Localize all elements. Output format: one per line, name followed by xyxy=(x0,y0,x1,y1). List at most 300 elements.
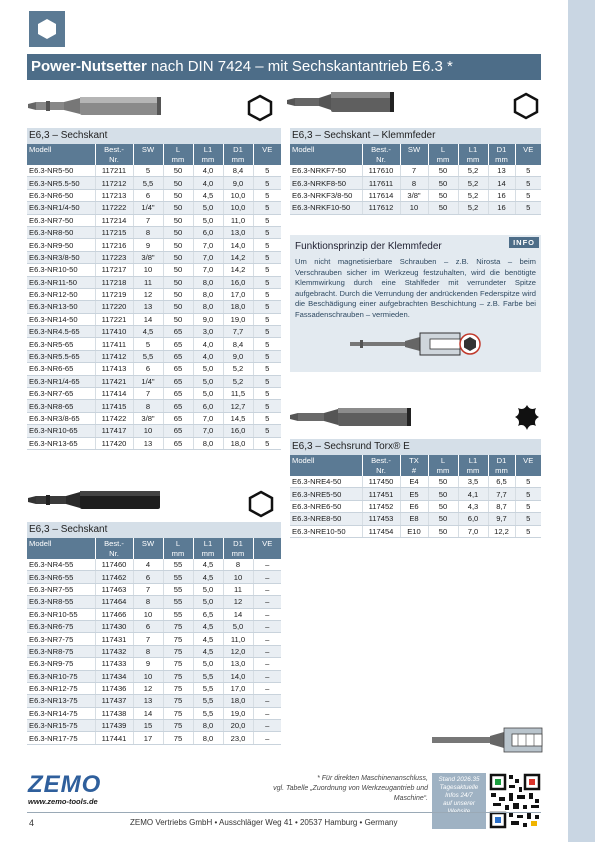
table-cell: 117454 xyxy=(362,525,400,537)
table-cell: 14,0 xyxy=(223,239,253,251)
table-cell: E8 xyxy=(400,513,428,525)
table-cell: 50 xyxy=(428,500,458,512)
table-cell: 17 xyxy=(133,732,163,744)
table-cell: E6.3-NR9-50 xyxy=(27,239,95,251)
table-cell: E6.3-NR8-65 xyxy=(27,400,95,412)
table-cell: 10 xyxy=(133,425,163,437)
table-cell: 5,2 xyxy=(223,363,253,375)
page-title: Power-Nutsetter nach DIN 7424 – mit Sechskantantrieb E6.3 * xyxy=(27,54,541,80)
col-header: D1 xyxy=(488,144,515,155)
table-cell: E6.3-NR14-50 xyxy=(27,313,95,325)
table-cell: 4,0 xyxy=(193,338,223,350)
section-title: E6,3 – Sechskant – Klemmfeder xyxy=(290,128,541,144)
table-cell: 18,0 xyxy=(223,437,253,449)
table-cell: 117436 xyxy=(95,682,133,694)
table-cell: 5 xyxy=(253,214,281,226)
table-row xyxy=(27,388,281,400)
table-cell: E6.3-NR15-75 xyxy=(27,720,95,732)
table-cell: – xyxy=(253,596,281,608)
table-cell: 10 xyxy=(133,264,163,276)
hexagon-socket-icon xyxy=(512,92,540,120)
table-cell: 13,0 xyxy=(223,226,253,238)
info-box-clamp-spring xyxy=(290,235,541,372)
hexagon-socket-icon xyxy=(246,94,274,122)
table-row xyxy=(27,559,281,571)
table-cell: 9,0 xyxy=(193,313,223,325)
table-cell: E6.3-NRKF3/8-50 xyxy=(290,189,362,201)
table-cell: 50 xyxy=(163,313,193,325)
table-cell: – xyxy=(253,707,281,719)
table-cell: 7,0 xyxy=(193,425,223,437)
table-cell: E6.3-NRE8-50 xyxy=(290,513,362,525)
col-header: D1 xyxy=(223,144,253,155)
table-row xyxy=(27,707,281,719)
table-cell: 7,0 xyxy=(193,264,223,276)
table-cell: 7 xyxy=(133,214,163,226)
table-cell: E6.3-NR7-50 xyxy=(27,214,95,226)
table-cell: 10 xyxy=(133,670,163,682)
table-row xyxy=(27,732,281,744)
table-row xyxy=(27,189,281,201)
table-cell: 11 xyxy=(223,583,253,595)
table-cell: 117460 xyxy=(95,559,133,571)
table-hex-clamp-spring: E6,3 – Sechskant – Klemmfeder Modell Best.- SW L L1 D1 VE Nr. mm mm mm E6.3-NRKF7-50 117610 7 50 5,2 13 5 E6.3-NRKF8-50 117611 8 50 5,2 14 5 E6.3-NRKF3/8-50 117614 3/8" 50 5,2 16 5 E6.3-NRKF10-50 117612 10 50 5,2 16 5 xyxy=(290,128,541,215)
table-cell: 12,0 xyxy=(223,645,253,657)
table-cell: 117216 xyxy=(95,239,133,251)
table-cell: 117214 xyxy=(95,214,133,226)
table-cell: 117410 xyxy=(95,326,133,338)
table-cell: E6.3-NRE4-50 xyxy=(290,476,362,488)
table-cell: – xyxy=(253,732,281,744)
table-cell: E4 xyxy=(400,476,428,488)
table-cell: 117434 xyxy=(95,670,133,682)
table-row xyxy=(27,645,281,657)
table-cell: 5 xyxy=(515,500,541,512)
table-cell: 5 xyxy=(253,338,281,350)
table-row xyxy=(290,500,541,512)
table-row xyxy=(290,189,541,201)
table-cell: 14,0 xyxy=(223,670,253,682)
table-row xyxy=(27,177,281,189)
col-header: L1 xyxy=(193,538,223,549)
table-cell: E6.3-NR13-65 xyxy=(27,437,95,449)
table-cell: 8 xyxy=(400,177,428,189)
side-stripe xyxy=(568,0,595,842)
section-title: E6,3 – Sechsrund Torx® E xyxy=(290,439,541,455)
col-header: L xyxy=(428,455,458,466)
table-row xyxy=(290,488,541,500)
page-number: 4 xyxy=(29,818,35,828)
table-cell: 7 xyxy=(133,633,163,645)
qr-code-icon[interactable] xyxy=(489,773,541,829)
table-cell: 15 xyxy=(133,720,163,732)
table-row xyxy=(27,583,281,595)
col-header: SW xyxy=(400,144,428,155)
table-cell: 50 xyxy=(428,525,458,537)
table-cell: 5,5 xyxy=(193,707,223,719)
table-cell: 5,5 xyxy=(193,695,223,707)
table-cell: 50 xyxy=(163,264,193,276)
table-cell: 117218 xyxy=(95,276,133,288)
table-cell: 5 xyxy=(253,239,281,251)
table-cell: 14 xyxy=(133,707,163,719)
table-cell: 5 xyxy=(253,202,281,214)
table-cell: 117412 xyxy=(95,350,133,362)
table-cell: 10 xyxy=(133,608,163,620)
table-cell: E6.3-NR3/8-65 xyxy=(27,412,95,424)
table-cell: E6.3-NR4-55 xyxy=(27,559,95,571)
section-title: E6,3 – Sechskant xyxy=(27,522,281,538)
table-cell: 16 xyxy=(488,202,515,214)
table-cell: 8,0 xyxy=(193,276,223,288)
info-tag: INFO xyxy=(509,237,539,248)
table-cell: E6.3-NRE6-50 xyxy=(290,500,362,512)
table-row xyxy=(290,513,541,525)
table-cell: E6.3-NR7-65 xyxy=(27,388,95,400)
table-cell: 55 xyxy=(163,571,193,583)
table-cell: 75 xyxy=(163,658,193,670)
table-cell: 13 xyxy=(488,165,515,177)
table-cell: 5,0 xyxy=(193,214,223,226)
table-cell: E6.3-NR8-55 xyxy=(27,596,95,608)
table-cell: 4,1 xyxy=(458,488,488,500)
table-row xyxy=(27,313,281,325)
table-cell: 6 xyxy=(133,571,163,583)
table-cell: 4,0 xyxy=(193,177,223,189)
table-cell: 7,7 xyxy=(223,326,253,338)
table-cell: E6.3-NR5-50 xyxy=(27,165,95,177)
table-row xyxy=(27,251,281,263)
table-cell: 14 xyxy=(223,608,253,620)
table-cell: 50 xyxy=(163,276,193,288)
col-header: SW xyxy=(133,538,163,549)
table-cell: 8,0 xyxy=(193,301,223,313)
table-cell: E6.3-NRE10-50 xyxy=(290,525,362,537)
table-cell: 117464 xyxy=(95,596,133,608)
table-cell: 55 xyxy=(163,596,193,608)
table-cell: 117431 xyxy=(95,633,133,645)
table-cell: 4,5 xyxy=(193,645,223,657)
table-cell: 50 xyxy=(163,189,193,201)
col-header: Modell xyxy=(290,144,362,155)
table-cell: 117213 xyxy=(95,189,133,201)
table-cell: 6 xyxy=(133,189,163,201)
table-cell: E6.3-NR7-55 xyxy=(27,583,95,595)
table-cell: 5 xyxy=(515,513,541,525)
table-cell: 5 xyxy=(253,276,281,288)
table-cell: E6.3-NR11-50 xyxy=(27,276,95,288)
table-cell: 75 xyxy=(163,732,193,744)
table-cell: 5 xyxy=(515,525,541,537)
table-cell: 7,0 xyxy=(193,251,223,263)
table-cell: 8,7 xyxy=(488,500,515,512)
table-cell: 5,0 xyxy=(193,388,223,400)
table-cell: 7,7 xyxy=(488,488,515,500)
table-cell: E6.3-NR6-75 xyxy=(27,620,95,632)
table-cell: 11 xyxy=(133,276,163,288)
table-cell: 13 xyxy=(133,437,163,449)
table-row xyxy=(27,695,281,707)
col-header: L1 xyxy=(458,455,488,466)
table-cell: 5,0 xyxy=(193,202,223,214)
table-cell: 117417 xyxy=(95,425,133,437)
table-cell: – xyxy=(253,695,281,707)
table-row xyxy=(27,596,281,608)
table-row xyxy=(27,264,281,276)
table-cell: 117451 xyxy=(362,488,400,500)
table-cell: E6.3-NR12-75 xyxy=(27,682,95,694)
table-cell: 5 xyxy=(133,165,163,177)
table-cell: 4,5 xyxy=(193,571,223,583)
table-cell: 7,0 xyxy=(458,525,488,537)
table-cell: 10,0 xyxy=(223,189,253,201)
table-cell: 4,5 xyxy=(133,326,163,338)
table-cell: 5,2 xyxy=(458,165,488,177)
table-cell: 50 xyxy=(428,488,458,500)
table-cell: 14 xyxy=(133,313,163,325)
nutsetter-tool-icon xyxy=(287,90,397,114)
col-header: VE xyxy=(253,144,281,155)
table-cell: E6.3-NR14-75 xyxy=(27,707,95,719)
table-cell: 5 xyxy=(253,363,281,375)
table-cell: 65 xyxy=(163,338,193,350)
table-cell: 75 xyxy=(163,682,193,694)
table-cell: E6.3-NR5-65 xyxy=(27,338,95,350)
table-cell: 6,0 xyxy=(193,226,223,238)
table-cell: 5,2 xyxy=(458,177,488,189)
table-cell: 50 xyxy=(163,251,193,263)
table-cell: 18,0 xyxy=(223,301,253,313)
table-cell: 19,0 xyxy=(223,707,253,719)
table-cell: 50 xyxy=(163,214,193,226)
table-cell: – xyxy=(253,658,281,670)
table-cell: 7 xyxy=(133,583,163,595)
table-cell: 3/8" xyxy=(133,412,163,424)
table-cell: 7 xyxy=(133,388,163,400)
table-cell: 5,0 xyxy=(193,658,223,670)
table-row xyxy=(27,239,281,251)
table-cell: 19,0 xyxy=(223,313,253,325)
table-cell: 10 xyxy=(223,571,253,583)
table-cell: 4,5 xyxy=(193,189,223,201)
col-header: VE xyxy=(253,538,281,549)
table-cell: 50 xyxy=(163,165,193,177)
table-cell: E6.3-NR6-55 xyxy=(27,571,95,583)
table-row xyxy=(27,412,281,424)
table-cell: 13 xyxy=(133,301,163,313)
col-header: VE xyxy=(515,455,541,466)
logo-wordmark: ZEMO xyxy=(28,771,102,798)
table-row xyxy=(27,620,281,632)
table-cell: 50 xyxy=(428,513,458,525)
table-row xyxy=(27,363,281,375)
table-row xyxy=(27,670,281,682)
table-cell: 1/4" xyxy=(133,202,163,214)
table-cell: 50 xyxy=(163,226,193,238)
col-header: Modell xyxy=(27,144,95,155)
col-header: SW xyxy=(133,144,163,155)
table-cell: 75 xyxy=(163,670,193,682)
website-link[interactable]: www.zemo-tools.de xyxy=(28,797,98,806)
table-cell: 65 xyxy=(163,412,193,424)
table-cell: 5 xyxy=(253,400,281,412)
table-row xyxy=(27,400,281,412)
table-cell: 117433 xyxy=(95,658,133,670)
table-row xyxy=(27,226,281,238)
clamp-spring-diagram-icon xyxy=(350,329,485,359)
table-cell: 20,0 xyxy=(223,720,253,732)
table-cell: E6.3-NR3/8-50 xyxy=(27,251,95,263)
table-cell: 8,0 xyxy=(193,288,223,300)
table-cell: 17,0 xyxy=(223,682,253,694)
table-cell: 18,0 xyxy=(223,695,253,707)
table-cell: 8,0 xyxy=(193,732,223,744)
table-cell: 117219 xyxy=(95,288,133,300)
col-header: TX xyxy=(400,455,428,466)
table-cell: 5,2 xyxy=(223,375,253,387)
table-cell: 50 xyxy=(163,288,193,300)
col-header: L1 xyxy=(458,144,488,155)
table-cell: 5,5 xyxy=(133,177,163,189)
table-cell: E6.3-NR10-65 xyxy=(27,425,95,437)
table-cell: 117415 xyxy=(95,400,133,412)
table-row xyxy=(290,476,541,488)
table-cell: 75 xyxy=(163,720,193,732)
table-cell: 75 xyxy=(163,645,193,657)
table-cell: 50 xyxy=(163,202,193,214)
table-cell: 12 xyxy=(223,596,253,608)
hexagon-icon xyxy=(36,18,58,40)
table-cell: 5 xyxy=(253,425,281,437)
table-cell: 117422 xyxy=(95,412,133,424)
table-row xyxy=(27,202,281,214)
table-cell: E6.3-NR10-75 xyxy=(27,670,95,682)
table-hex-50-65: E6,3 – Sechskant Modell Best.- SW L L1 D1 VE Nr. mm mm mm E6.3-NR5-50 117211 5 50 4,0 8,4 5 E6.3-NR5.5-50 117212 5,5 50 4,0 9,0 5 E6.3-NR6-50 117213 6 50 4,5 10,0 5 E6.3-NR1/4-50 117222 1/4" 50 5,0 10,0 5 E6.3-NR7-50 117214 7 50 5,0 11,0 5 E6.3-NR8-50 117215 8 50 6,0 13,0 5 E6.3-NR9-50 117216 9 50 7,0 14,0 5 E6.3-NR3/8-50 117223 3/8" 50 7,0 14,2 5 E6.3-NR10-50 117217 10 50 7,0 14,2 5 E6.3-NR11-50 117218 11 50 8,0 16,0 5 E6.3-NR12-50 117219 12 50 8,0 17,0 5 E6.3-NR13-50 117220 13 50 8,0 18,0 5 E6.3-NR14-50 117221 14 50 9,0 19,0 5 E6.3-NR4.5-65 117410 4,5 65 3,0 7,7 5 E6.3-NR5-65 117411 5 65 4,0 8,4 5 E6.3-NR5.5-65 117412 5,5 65 4,0 9,0 5 E6.3-NR6-65 117413 6 65 5,0 5,2 5 E6.3-NR1/4-65 117421 1/4" 65 5,0 5,2 5 E6.3-NR7-65 117414 7 65 5,0 11,5 5 E6.3-NR8-65 117415 8 65 6,0 12,7 5 E6.3-NR3/8-65 117422 3/8" 65 7,0 14,5 5 E6.3-NR10-65 117417 10 65 7,0 16,0 5 E6.3-NR13-65 117420 13 65 8,0 18,0 5 xyxy=(27,128,281,450)
table-row xyxy=(27,571,281,583)
table-cell: 6,0 xyxy=(193,400,223,412)
table-cell: E6.3-NR5.5-50 xyxy=(27,177,95,189)
table-cell: 5 xyxy=(253,251,281,263)
table-cell: – xyxy=(253,620,281,632)
table-cell: 12 xyxy=(133,288,163,300)
table-row xyxy=(27,288,281,300)
col-header: L xyxy=(163,144,193,155)
table-cell: – xyxy=(253,608,281,620)
table-cell: 8 xyxy=(133,400,163,412)
info-title: Funktionsprinzip der Klemmfeder xyxy=(295,241,442,252)
table-cell: 16 xyxy=(488,189,515,201)
table-cell: 4 xyxy=(133,559,163,571)
table-cell: 5,0 xyxy=(193,596,223,608)
torx-icon xyxy=(512,403,542,433)
table-cell: E6 xyxy=(400,500,428,512)
table-cell: 117215 xyxy=(95,226,133,238)
table-cell: E6.3-NRE5-50 xyxy=(290,488,362,500)
table-cell: 117413 xyxy=(95,363,133,375)
table-cell: 4,0 xyxy=(193,165,223,177)
col-header: D1 xyxy=(223,538,253,549)
table-cell: 13,0 xyxy=(223,658,253,670)
table-cell: 117421 xyxy=(95,375,133,387)
table-cell: E6.3-NR12-50 xyxy=(27,288,95,300)
footer-rule xyxy=(27,812,541,813)
table-cell: 65 xyxy=(163,425,193,437)
table-cell: 5 xyxy=(253,189,281,201)
table-cell: 117420 xyxy=(95,437,133,449)
col-header: D1 xyxy=(488,455,515,466)
table-cell: 16,0 xyxy=(223,425,253,437)
table-cell: 117611 xyxy=(362,177,400,189)
table-row xyxy=(290,525,541,537)
table-cell: 117223 xyxy=(95,251,133,263)
table-cell: E6.3-NR17-75 xyxy=(27,732,95,744)
table-cell: 5,2 xyxy=(458,202,488,214)
table-cell: 9,0 xyxy=(223,177,253,189)
table-cell: 4,0 xyxy=(193,350,223,362)
table-cell: E6.3-NR5.5-65 xyxy=(27,350,95,362)
table-cell: 75 xyxy=(163,707,193,719)
table-cell: 12,2 xyxy=(488,525,515,537)
table-cell: 75 xyxy=(163,620,193,632)
table-cell: 5 xyxy=(515,189,541,201)
table-cell: 117438 xyxy=(95,707,133,719)
table-cell: 5 xyxy=(253,264,281,276)
table-hex-55-75: E6,3 – Sechskant Modell Best.- SW L L1 D1 VE Nr. mm mm mm E6.3-NR4-55 117460 4 55 4,5 8 – E6.3-NR6-55 117462 6 55 4,5 10 – E6.3-NR7-55 117463 7 55 5,0 11 – E6.3-NR8-55 117464 8 55 5,0 12 – E6.3-NR10-55 117466 10 55 6,5 14 – E6.3-NR6-75 117430 6 75 4,5 5,0 – E6.3-NR7-75 117431 7 75 4,5 11,0 – E6.3-NR8-75 117432 8 75 4,5 12,0 – E6.3-NR9-75 117433 9 75 5,0 13,0 – E6.3-NR10-75 117434 10 75 5,5 14,0 – E6.3-NR12-75 117436 12 75 5,5 17,0 – E6.3-NR13-75 117437 13 75 5,5 18,0 – E6.3-NR14-75 117438 14 75 5,5 19,0 – E6.3-NR15-75 117439 15 75 8,0 20,0 – E6.3-NR17-75 117441 17 75 8,0 23,0 – xyxy=(27,522,281,745)
table-cell: E6.3-NR13-50 xyxy=(27,301,95,313)
company-address: ZEMO Vertriebs GmbH • Ausschläger Weg 41 • 20537 Hamburg • Germany xyxy=(130,818,398,827)
table-cell: 50 xyxy=(428,177,458,189)
table-cell: 7,0 xyxy=(193,239,223,251)
table-cell: 117222 xyxy=(95,202,133,214)
zemo-logo[interactable] xyxy=(28,773,101,806)
col-header: Best.- xyxy=(362,144,400,155)
col-header: Best.- xyxy=(95,144,133,155)
table-cell: 11,0 xyxy=(223,633,253,645)
table-cell: 75 xyxy=(163,633,193,645)
table-cell: 14,2 xyxy=(223,264,253,276)
table-row xyxy=(27,338,281,350)
nutsetter-tool-icon xyxy=(28,488,163,512)
table-cell: 13 xyxy=(133,695,163,707)
table-cell: 5 xyxy=(515,202,541,214)
table-cell: 9,7 xyxy=(488,513,515,525)
table-cell: 55 xyxy=(163,608,193,620)
table-cell: 8,4 xyxy=(223,338,253,350)
table-cell: 12 xyxy=(133,682,163,694)
table-cell: 5 xyxy=(253,313,281,325)
table-cell: E5 xyxy=(400,488,428,500)
table-cell: 117217 xyxy=(95,264,133,276)
table-cell: 9 xyxy=(133,239,163,251)
table-cell: 117211 xyxy=(95,165,133,177)
table-cell: 50 xyxy=(428,165,458,177)
table-cell: 5,2 xyxy=(458,189,488,201)
table-cell: E6.3-NR10-55 xyxy=(27,608,95,620)
table-cell: 5,5 xyxy=(193,670,223,682)
table-cell: 50 xyxy=(163,301,193,313)
table-cell: 3/8" xyxy=(133,251,163,263)
col-header: Modell xyxy=(290,455,362,466)
table-cell: 65 xyxy=(163,326,193,338)
table-row xyxy=(27,276,281,288)
table-cell: 5 xyxy=(515,488,541,500)
table-cell: 4,5 xyxy=(193,633,223,645)
bit-adapter-icon xyxy=(432,722,544,758)
table-cell: 5,0 xyxy=(193,375,223,387)
table-row xyxy=(27,720,281,732)
table-cell: 117439 xyxy=(95,720,133,732)
nutsetter-tool-icon xyxy=(290,405,415,429)
